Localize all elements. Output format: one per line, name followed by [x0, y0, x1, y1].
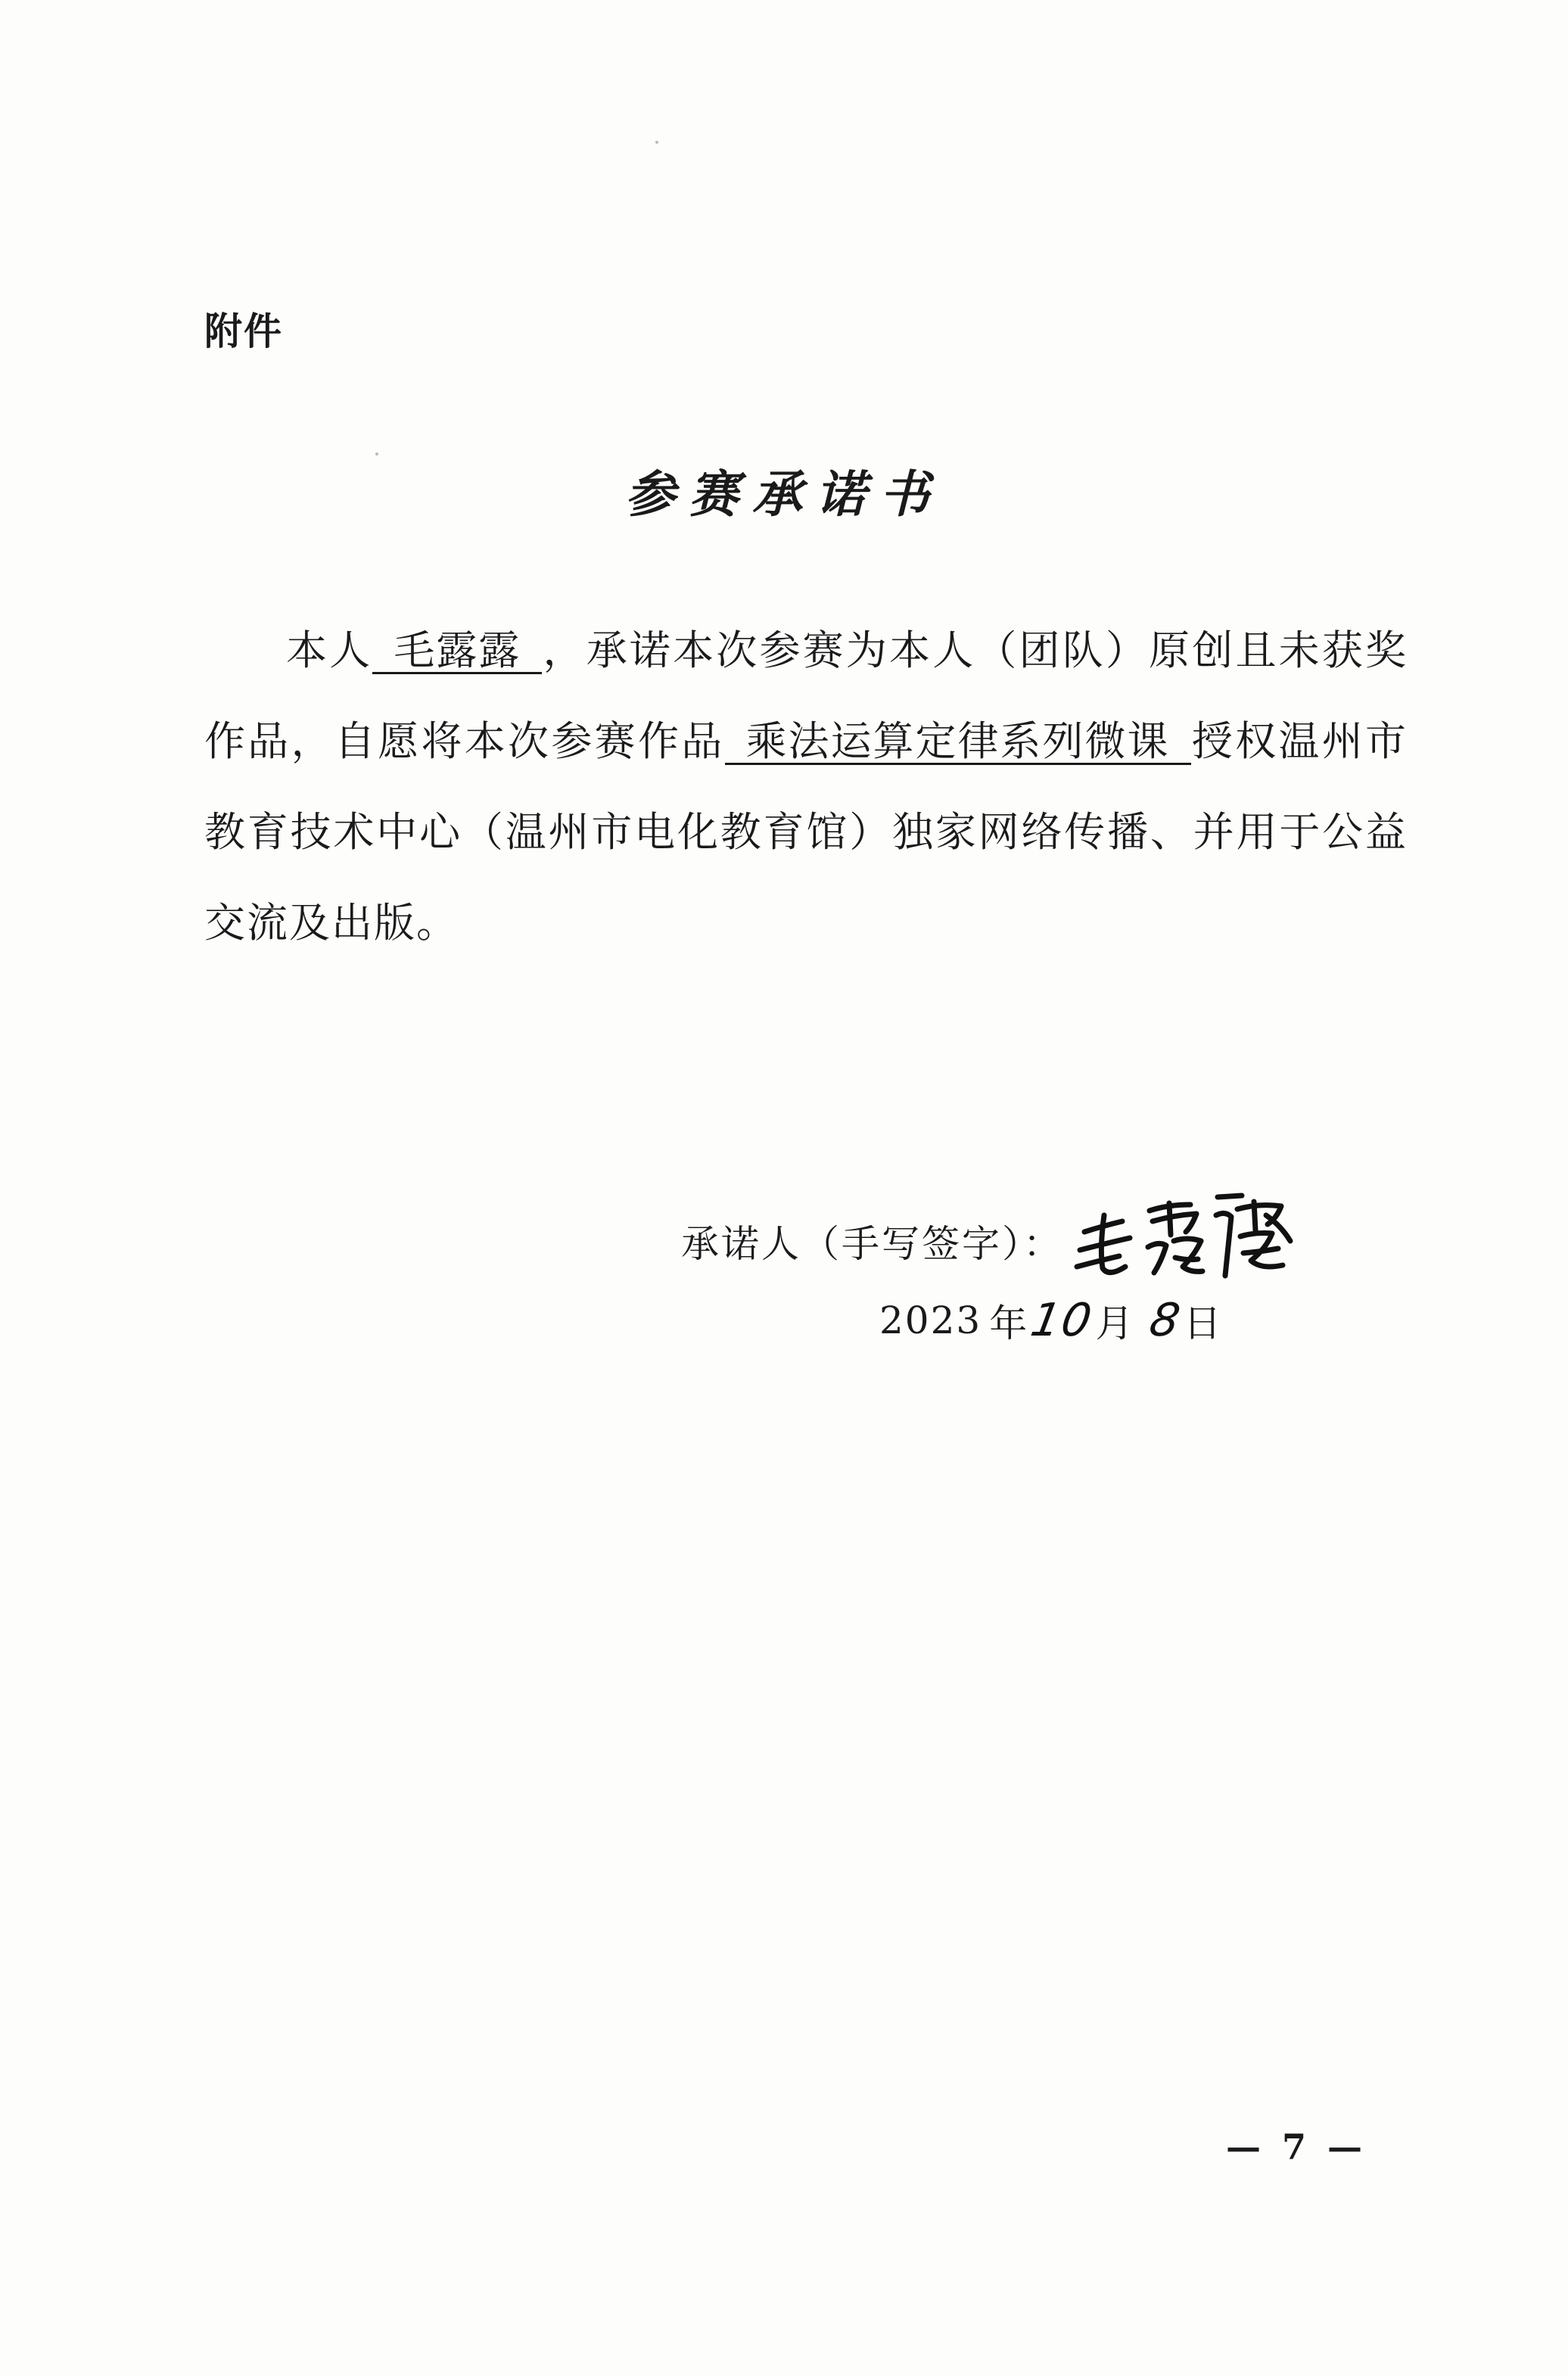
date-month-unit: 月 [1095, 1302, 1135, 1345]
signer-row [681, 1196, 1296, 1286]
work-title: 乘法运算定律系列微课 [725, 720, 1191, 765]
pledge-text-2: 授权温州市教育技术中心（温州市电化教育馆）独家网络传播、并用于公益交流及出版。 [204, 717, 1408, 947]
date-year-unit: 年 [989, 1302, 1029, 1345]
pledge-text-1: ，承诺本次参赛为本人（团队）原创且未获奖作品，自愿将本次参赛作品 [204, 627, 1408, 765]
date-year: 2023 [879, 1298, 982, 1342]
pledge-prefix: 本人 [286, 627, 373, 674]
page-number: — 7 — [1226, 2126, 1367, 2167]
handwritten-signature [1069, 1188, 1296, 1294]
date-day-unit: 日 [1183, 1302, 1223, 1345]
attachment-label: 附件 [204, 309, 283, 353]
scan-speck [655, 141, 658, 144]
signer-label: 承诺人（手写签字）： [681, 1222, 1063, 1266]
date-day: 8 [1145, 1294, 1185, 1347]
date-row [879, 1286, 1223, 1354]
date-month: 10 [1027, 1294, 1097, 1347]
document-title: 参赛承诺书 [625, 465, 943, 524]
participant-name: 毛露露 [372, 630, 542, 674]
pledge-paragraph [204, 605, 1408, 969]
